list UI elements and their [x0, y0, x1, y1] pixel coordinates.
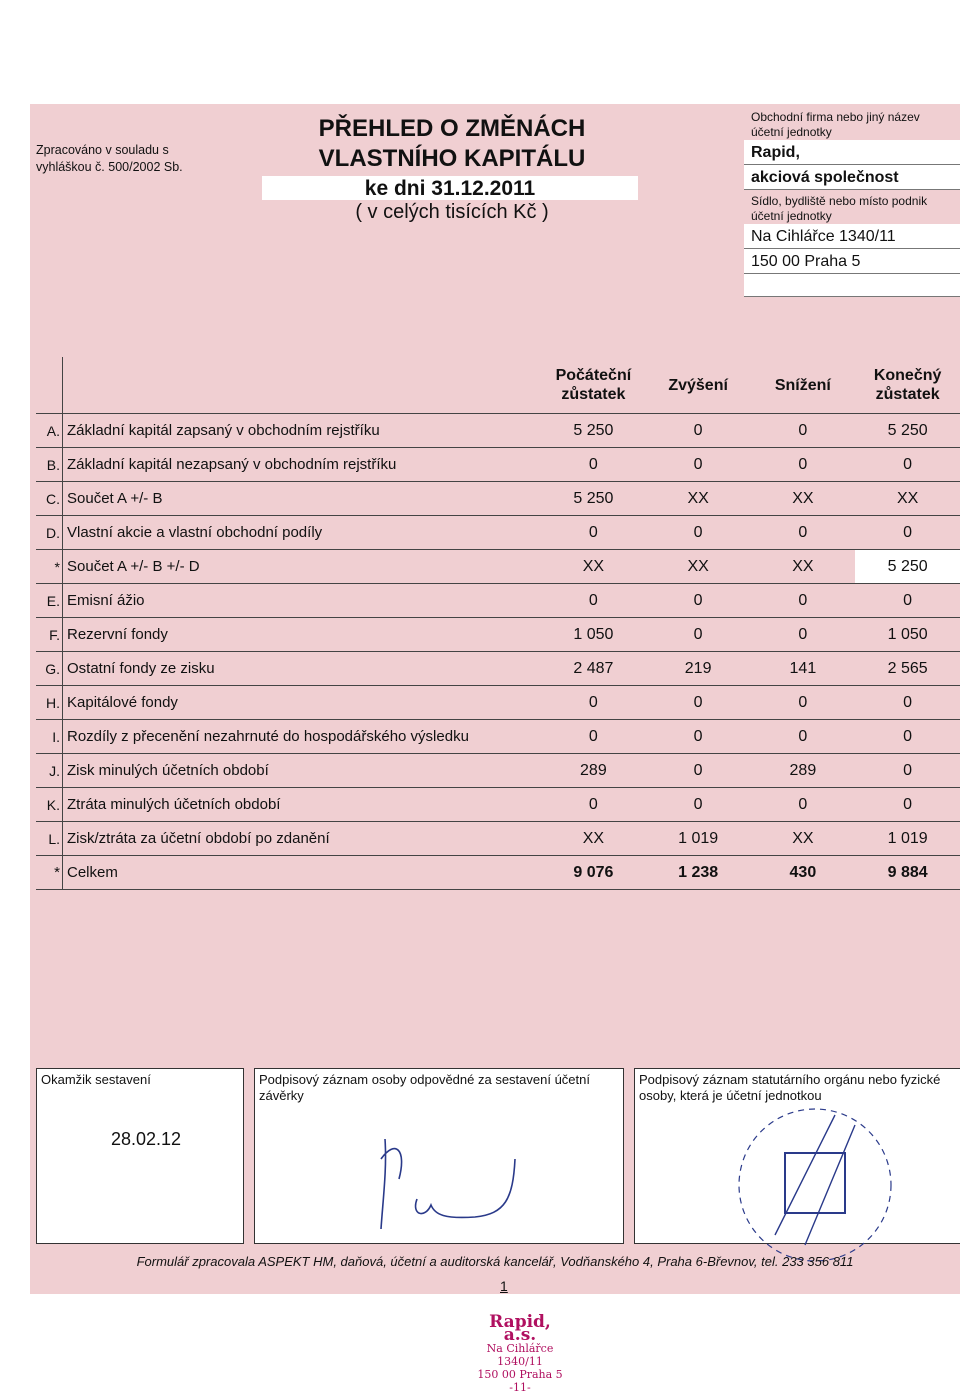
- company-address-blank: [744, 274, 960, 297]
- value-decrease: 0: [751, 516, 856, 550]
- row-name: Vlastní akcie a vlastní obchodní podíly: [63, 516, 542, 550]
- value-decrease: 289: [751, 754, 856, 788]
- title-line-1: PŘEHLED O ZMĚNÁCH: [318, 115, 586, 142]
- value-opening: 289: [541, 754, 646, 788]
- value-opening: 0: [541, 686, 646, 720]
- value-closing: 0: [855, 516, 960, 550]
- value-opening: 0: [541, 448, 646, 482]
- value-closing: 0: [855, 754, 960, 788]
- report-date: ke dni 31.12.2011: [262, 176, 638, 200]
- value-closing: 0: [855, 788, 960, 822]
- value-opening: 0: [541, 788, 646, 822]
- company-address-2: 150 00 Praha 5: [744, 249, 960, 274]
- row-id: C.: [36, 482, 63, 516]
- table-row: [36, 448, 960, 482]
- value-decrease: 430: [751, 856, 856, 890]
- row-id: G.: [36, 652, 63, 686]
- company-name-label-1: Obchodní firma nebo jiný název: [751, 110, 920, 124]
- value-opening: 0: [541, 720, 646, 754]
- value-decrease: 0: [751, 618, 856, 652]
- header-name-cell: [63, 357, 542, 414]
- company-seat-label-1: Sídlo, bydliště nebo místo podnik: [751, 194, 928, 208]
- row-name: Zisk/ztráta za účetní období po zdanění: [63, 822, 542, 856]
- stamp-line-2: Na Cihlářce 1340/11: [486, 1342, 554, 1368]
- value-opening: 0: [541, 584, 646, 618]
- company-name-2: akciová společnost: [744, 165, 960, 190]
- row-id: *: [36, 856, 63, 890]
- row-id: D.: [36, 516, 63, 550]
- row-name: Součet A +/- B: [63, 482, 542, 516]
- row-id: H.: [36, 686, 63, 720]
- table-row: [36, 822, 960, 856]
- value-opening: XX: [541, 550, 646, 584]
- value-increase: 0: [646, 448, 751, 482]
- form-prepared-by: Formulář zpracovala ASPEKT HM, daňová, účetní a auditorská kancelář, Vodňanského 4, Praha 6-Břevnov, tel. 233 356 811: [136, 1254, 854, 1269]
- value-opening: 1 050: [541, 618, 646, 652]
- value-decrease: 0: [751, 448, 856, 482]
- row-id: I.: [36, 720, 63, 754]
- equity-changes-table: [36, 357, 960, 890]
- table-row: [36, 414, 960, 448]
- value-closing: 0: [855, 686, 960, 720]
- report-units: ( v celých tisících Kč ): [355, 201, 549, 223]
- value-opening: 5 250: [541, 414, 646, 448]
- value-decrease: 0: [751, 788, 856, 822]
- table-row: [36, 720, 960, 754]
- title-line-2: VLASTNÍHO KAPITÁLU: [318, 145, 586, 172]
- statutory-signature-label: Podpisový záznam statutárního orgánu nebo fyzické osoby, která je účetní jednotkou: [639, 1072, 941, 1103]
- value-increase: 0: [646, 720, 751, 754]
- row-name: Zisk minulých účetních období: [63, 754, 542, 788]
- row-id: L.: [36, 822, 63, 856]
- value-decrease: 0: [751, 686, 856, 720]
- value-closing: 0: [855, 720, 960, 754]
- value-increase: 0: [646, 516, 751, 550]
- value-closing: 0: [855, 448, 960, 482]
- table-row: [36, 856, 960, 890]
- table-row: [36, 618, 960, 652]
- row-name: Kapitálové fondy: [63, 686, 542, 720]
- compilation-moment-box: [36, 1068, 244, 1244]
- table-row: [36, 584, 960, 618]
- table-row: [36, 754, 960, 788]
- value-closing: 1 050: [855, 618, 960, 652]
- compliance-line-1: Zpracováno v souladu s: [36, 143, 169, 157]
- row-name: Základní kapitál nezapsaný v obchodním rejstříku: [63, 448, 542, 482]
- value-decrease: XX: [751, 822, 856, 856]
- value-opening: 2 487: [541, 652, 646, 686]
- document-title: [262, 114, 642, 174]
- value-decrease: 0: [751, 720, 856, 754]
- value-increase: 0: [646, 618, 751, 652]
- compliance-line-2: vyhláškou č. 500/2002 Sb.: [36, 160, 183, 174]
- value-increase: XX: [646, 550, 751, 584]
- value-increase: 0: [646, 584, 751, 618]
- row-id: K.: [36, 788, 63, 822]
- table-row: [36, 516, 960, 550]
- value-closing: 1 019: [855, 822, 960, 856]
- row-name: Rozdíly z přecenění nezahrnuté do hospodářského výsledku: [63, 720, 542, 754]
- row-id: *: [36, 550, 63, 584]
- table-row: [36, 652, 960, 686]
- header-opening: Počáteční zůstatek: [541, 357, 646, 414]
- row-name: Součet A +/- B +/- D: [63, 550, 542, 584]
- value-increase: 0: [646, 754, 751, 788]
- value-increase: 0: [646, 686, 751, 720]
- compliance-note: [36, 142, 183, 176]
- company-seat-label-2: účetní jednotky: [751, 209, 832, 223]
- row-name: Emisní ážio: [63, 584, 542, 618]
- company-info: [744, 110, 960, 297]
- row-name: Ztráta minulých účetních období: [63, 788, 542, 822]
- stamp-line-3: 150 00 Praha 5: [477, 1368, 563, 1381]
- preparer-signature-label: Podpisový záznam osoby odpovědné za sestavení účetní závěrky: [259, 1072, 590, 1103]
- value-closing: 5 250: [855, 414, 960, 448]
- table-row: [36, 788, 960, 822]
- compilation-moment-label: Okamžik sestavení: [41, 1072, 151, 1087]
- table-row: [36, 686, 960, 720]
- value-closing: 2 565: [855, 652, 960, 686]
- row-name: Celkem: [63, 856, 542, 890]
- row-name: Ostatní fondy ze zisku: [63, 652, 542, 686]
- value-opening: 5 250: [541, 482, 646, 516]
- page-number: 1: [500, 1278, 508, 1294]
- table-row: [36, 550, 960, 584]
- value-closing: 0: [855, 584, 960, 618]
- row-id: A.: [36, 414, 63, 448]
- header-closing: Konečný zůstatek: [855, 357, 960, 414]
- company-name-1: Rapid,: [744, 140, 960, 165]
- stamp-line-1: Rapid, a.s.: [489, 1312, 551, 1345]
- compilation-date: 28.02.12: [111, 1129, 182, 1149]
- value-increase: 219: [646, 652, 751, 686]
- value-increase: XX: [646, 482, 751, 516]
- value-closing: XX: [855, 482, 960, 516]
- company-address-1: Na Cihlářce 1340/11: [744, 224, 960, 249]
- value-decrease: 141: [751, 652, 856, 686]
- value-opening: 0: [541, 516, 646, 550]
- value-increase: 1 019: [646, 822, 751, 856]
- value-decrease: XX: [751, 550, 856, 584]
- row-id: E.: [36, 584, 63, 618]
- value-closing: 9 884: [855, 856, 960, 890]
- auditor-seal: [715, 1095, 915, 1265]
- stamp-line-4: -11-: [509, 1381, 531, 1394]
- row-name: Základní kapitál zapsaný v obchodním rejstříku: [63, 414, 542, 448]
- value-opening: XX: [541, 822, 646, 856]
- table-row: [36, 482, 960, 516]
- value-increase: 0: [646, 788, 751, 822]
- value-decrease: XX: [751, 482, 856, 516]
- value-increase: 1 238: [646, 856, 751, 890]
- handwritten-signature: [365, 1119, 565, 1239]
- value-increase: 0: [646, 414, 751, 448]
- value-closing: 5 250: [855, 550, 960, 584]
- row-id: F.: [36, 618, 63, 652]
- company-stamp: [470, 1312, 570, 1394]
- header-id-cell: [36, 357, 63, 414]
- row-name: Rezervní fondy: [63, 618, 542, 652]
- table-header-row: [36, 357, 960, 414]
- value-opening: 9 076: [541, 856, 646, 890]
- statutory-signature-box: [634, 1068, 960, 1244]
- value-decrease: 0: [751, 414, 856, 448]
- preparer-signature-box: [254, 1068, 624, 1244]
- row-id: J.: [36, 754, 63, 788]
- header-increase: Zvýšení: [646, 357, 751, 414]
- row-id: B.: [36, 448, 63, 482]
- company-name-label-2: účetní jednotky: [751, 125, 832, 139]
- value-decrease: 0: [751, 584, 856, 618]
- header-decrease: Snížení: [751, 357, 856, 414]
